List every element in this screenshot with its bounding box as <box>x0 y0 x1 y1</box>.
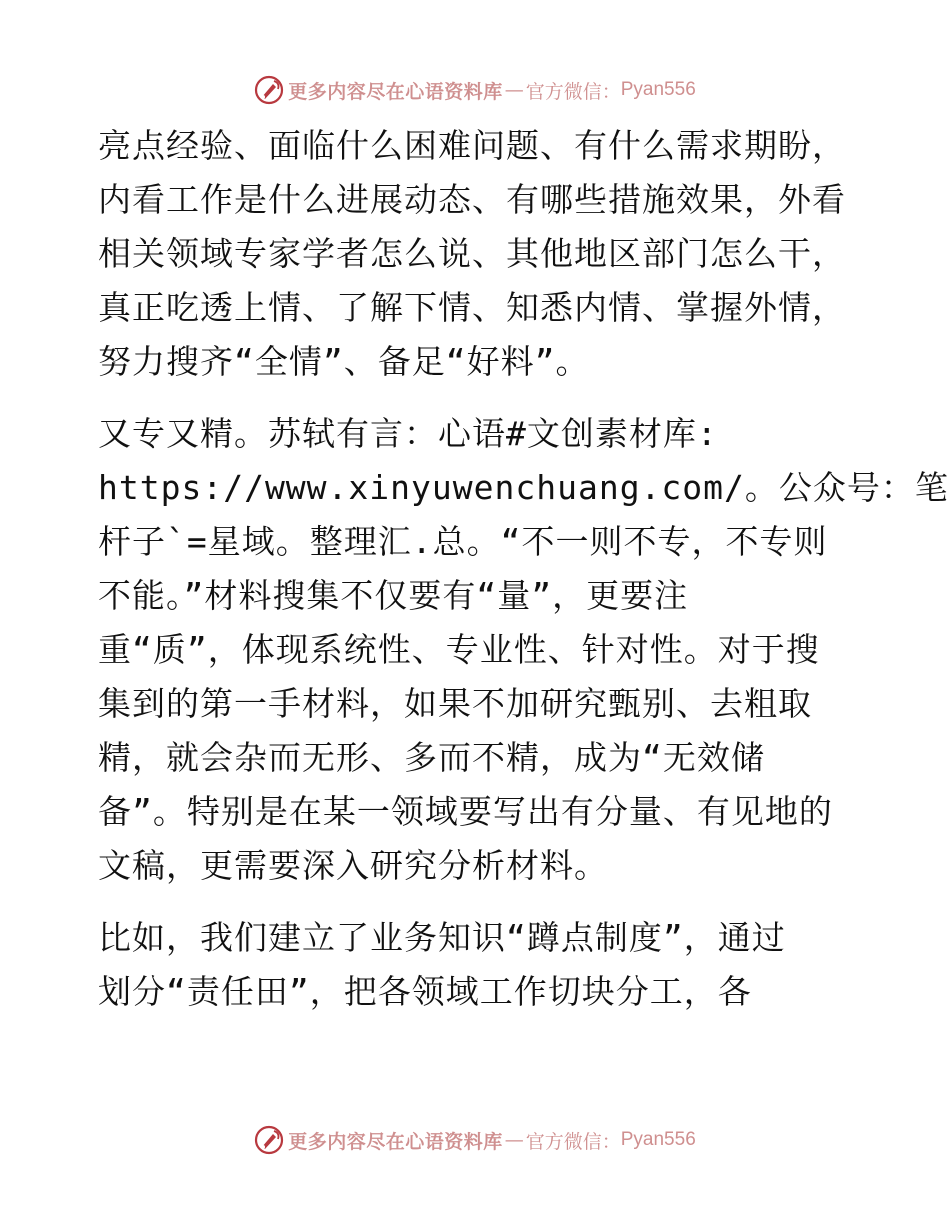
pen-logo-icon <box>254 75 284 105</box>
text-line: 内看工作是什么进展动态、有哪些措施效果，外看 <box>98 180 846 219</box>
document-body <box>98 124 949 1024</box>
banner-wechat-label: 官方微信： <box>525 80 621 103</box>
banner-wechat-label: 官方微信： <box>525 1130 621 1153</box>
paragraph-2 <box>98 412 949 888</box>
text-line: https://www.xinyuwenchuang.com/。公众号：笔 <box>98 468 949 507</box>
text-line: 相关领域专家学者怎么说、其他地区部门怎么干， <box>98 234 846 273</box>
banner-separator: — <box>504 1129 524 1151</box>
banner-wechat-id: Pyan556 <box>620 1129 696 1150</box>
footer-watermark <box>0 1122 950 1158</box>
pen-logo-icon <box>254 1125 284 1155</box>
paragraph-3 <box>98 916 858 1014</box>
text-line: 真正吃透上情、了解下情、知悉内情、掌握外情， <box>98 288 846 327</box>
header-watermark <box>0 72 950 108</box>
text-line: 比如，我们建立了业务知识“蹲点制度”，通过 <box>98 918 786 957</box>
banner-wechat-id: Pyan556 <box>620 79 696 100</box>
banner-separator: — <box>504 79 524 101</box>
text-line: 划分“责任田”，把各领域工作切块分工，各 <box>98 972 752 1011</box>
paragraph-1 <box>98 124 858 384</box>
text-line: 亮点经验、面临什么困难问题、有什么需求期盼， <box>98 126 846 165</box>
text-line: 努力搜齐“全情”、备足“好料”。 <box>98 342 590 381</box>
banner-title: 更多内容尽在心语资料库 <box>288 1130 503 1153</box>
text-line: 又专又精。苏轼有言：心语#文创素材库: <box>98 414 718 453</box>
text-line: 备”。特别是在某一领域要写出有分量、有见地的 <box>98 792 833 831</box>
banner-title: 更多内容尽在心语资料库 <box>288 80 503 103</box>
text-line: 精，就会杂而无形、多而不精，成为“无效储 <box>98 738 765 777</box>
text-line: 杆子`=星域。整理汇.总。“不一则不专，不专则 <box>98 522 828 561</box>
text-line: 文稿，更需要深入研究分析材料。 <box>98 846 608 885</box>
text-line: 重“质”，体现系统性、专业性、针对性。对于搜 <box>98 630 820 669</box>
text-line: 集到的第一手材料，如果不加研究甄别、去粗取 <box>98 684 812 723</box>
text-line: 不能。”材料搜集不仅要有“量”，更要注 <box>98 576 689 615</box>
